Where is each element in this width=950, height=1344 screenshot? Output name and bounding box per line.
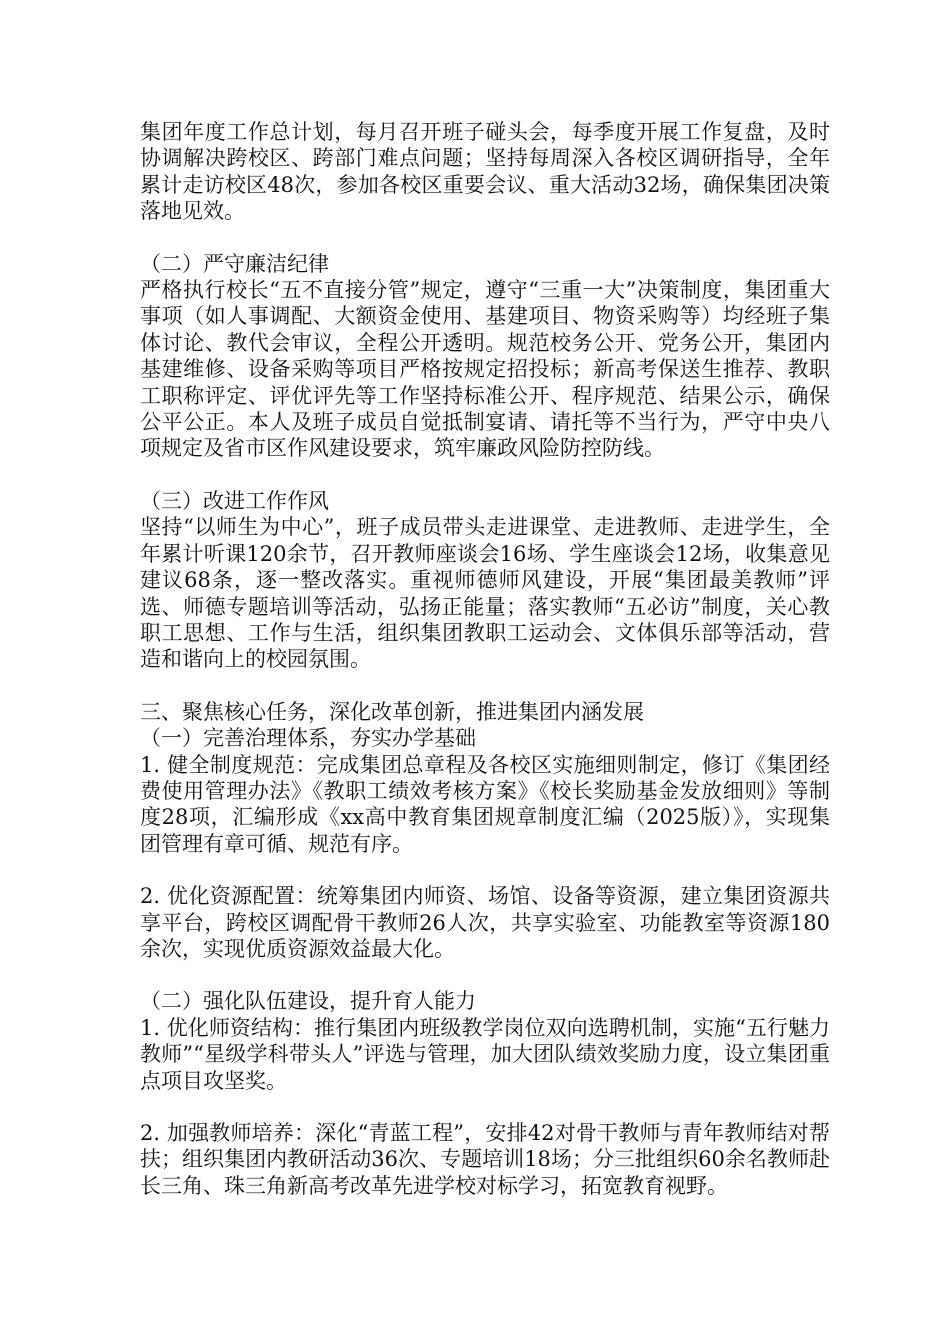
paragraph-gap — [140, 225, 830, 251]
paragraph-gap — [140, 962, 830, 988]
paragraph-resources: 2. 优化资源配置：统筹集团内师资、场馆、设备等资源，建立集团资源共享平台，跨校区调配骨干教师26人次，共享实验室、功能教室等资源180余次，实现优质资源效益最大化。 — [140, 884, 830, 961]
section-heading-integrity: （二）严守廉洁纪律 — [140, 251, 329, 276]
paragraph-work-style: 坚持“以师生为中心”，班子成员带头走进课堂、走进教师、走进学生，全年累计听课120余节，召开教师座谈会16场、学生座谈会12场，收集意见建议68条，逐一整改落实。重视师德师风建设，开展“集团最美教师”评选、师德专题培训等活动，弘扬正能量；落实教师“五必访”制度，关心教职工思想、工作与生活，组织集团教职工运动会、文体俱乐部等活动，营造和谐向上的校园氛围。 — [140, 515, 830, 672]
document-page — [140, 119, 830, 1199]
paragraph-teacher-structure: 1. 优化师资结构：推行集团内班级教学岗位双向选聘机制，实施“五行魅力教师”“星级学科带头人”评选与管理，加大团队绩效奖励力度，设立集团重点项目攻坚奖。 — [140, 1015, 830, 1093]
paragraph-gap — [140, 1094, 830, 1120]
paragraph-gap — [140, 857, 830, 883]
paragraph-teacher-training: 2. 加强教师培养：深化“青蓝工程”，安排42对骨干教师与青年教师结对帮扶；组织集团内教研活动36次、专题培训18场；分三批组织60余名教师赴长三角、珠三角新高考改革先进学校对标学习，拓宽教育视野。 — [140, 1121, 830, 1198]
chapter-heading-core-tasks: 三、聚焦核心任务，深化改革创新，推进集团内涵发展 — [140, 699, 644, 724]
paragraph-gap — [140, 462, 830, 488]
paragraph-rules: 1. 健全制度规范：完成集团总章程及各校区实施细则制定，修订《集团经费使用管理办法》《教职工绩效考核方案》《校长奖励基金发放细则》等制度28项，汇编形成《xx高中教育集团规章制度汇编（2025版）》，实现集团管理有章可循、规范有序。 — [140, 752, 830, 856]
section-heading-governance: （一）完善治理体系，夯实办学基础 — [140, 726, 476, 751]
paragraph-decision-implementation: 集团年度工作总计划，每月召开班子碰头会，每季度开展工作复盘，及时协调解决跨校区、跨部门难点问题；坚持每周深入各校区调研指导，全年累计走访校区48次，参加各校区重要会议、重大活动32场，确保集团决策落地见效。 — [140, 120, 830, 224]
section-heading-work-style: （三）改进工作作风 — [140, 488, 329, 513]
section-heading-team-building: （二）强化队伍建设，提升育人能力 — [140, 989, 476, 1014]
paragraph-gap — [140, 673, 830, 699]
paragraph-integrity: 严格执行校长“五不直接分管”规定，遵守“三重一大”决策制度，集团重大事项（如人事调配、大额资金使用、基建项目、物资采购等）均经班子集体讨论、教代会审议，全程公开透明。规范校务公开、党务公开，集团内基建维修、设备采购等项目严格按规定招投标；新高考保送生推荐、教职工职称评定、评优评先等工作坚持标准公开、程序规范、结果公示，确保公平公正。本人及班子成员自觉抵制宴请、请托等不当行为，严守中央八项规定及省市区作风建设要求，筑牢廉政风险防控防线。 — [140, 278, 830, 461]
